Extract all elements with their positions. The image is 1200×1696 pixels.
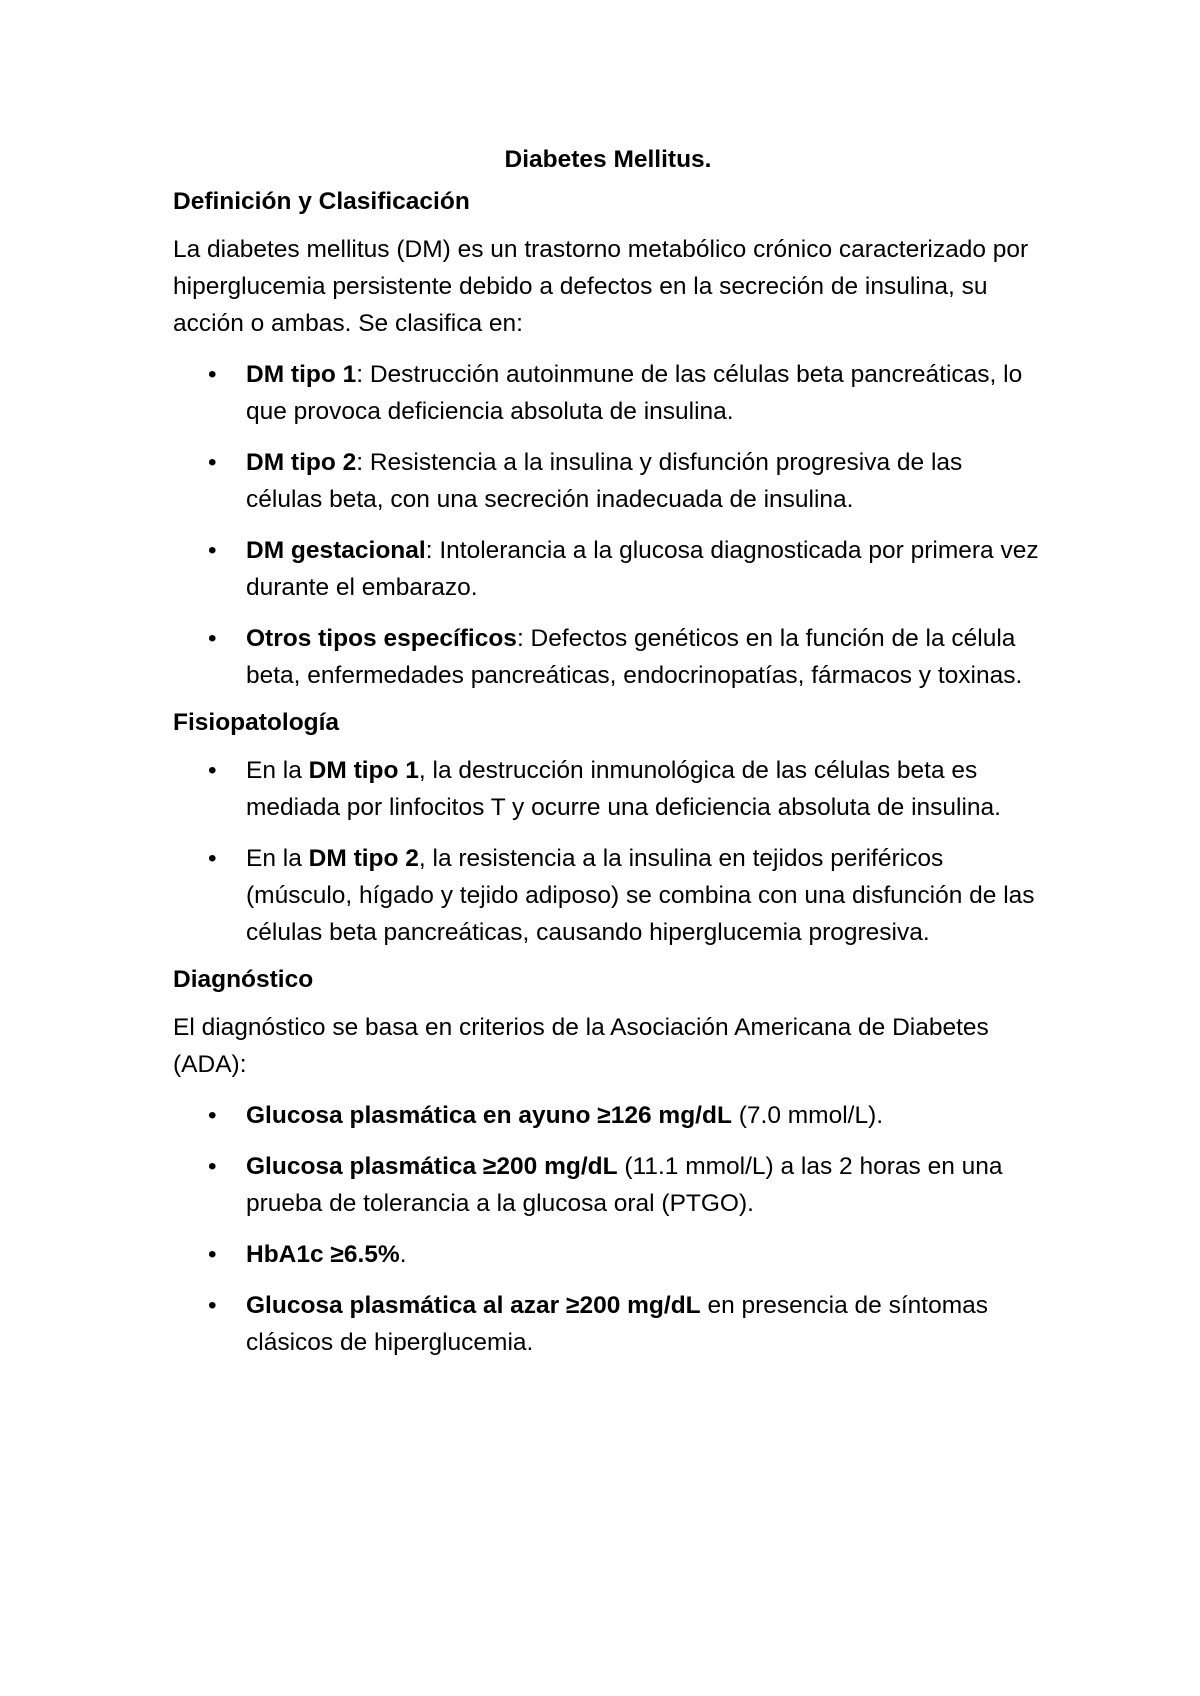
bullet-icon: • <box>208 1292 217 1319</box>
list-item-term: HbA1c ≥6.5% <box>246 1241 400 1268</box>
list-item <box>173 620 1043 694</box>
list-item <box>173 1287 1043 1361</box>
bullet-icon: • <box>208 1153 217 1180</box>
document-page <box>173 145 1043 1375</box>
list-item <box>173 1236 1043 1273</box>
list-item-text: (7.0 mmol/L). <box>731 1102 884 1129</box>
list-item-prefix: En la <box>246 757 309 784</box>
list-item-term: Otros tipos específicos <box>246 625 517 652</box>
list-item-term: DM gestacional <box>246 537 426 564</box>
list-item-text: en presencia de síntomas clásicos de hiperglucemia. <box>246 1292 989 1356</box>
list-item-text: . <box>399 1241 407 1268</box>
list-item-text: , la destrucción inmunológica de las células beta es mediada por linfocitos T y ocurre una deficiencia absoluta de insulina. <box>246 757 1001 821</box>
list-item-text: : Destrucción autoinmune de las células beta pancreáticas, lo que provoca deficiencia absoluta de insulina. <box>246 361 1023 425</box>
list-item-text: : Resistencia a la insulina y disfunción progresiva de las células beta, con una secreción inadecuada de insulina. <box>246 449 963 513</box>
list-item-term: DM tipo 2 <box>308 845 419 872</box>
bullet-icon: • <box>208 757 217 784</box>
list-item <box>173 1097 1043 1134</box>
diagnostico-intro-paragraph: El diagnóstico se basa en criterios de la Asociación Americana de Diabetes (ADA): <box>173 1014 989 1078</box>
bullet-icon: • <box>208 845 217 872</box>
clasificacion-list <box>173 356 1043 694</box>
list-item-text: : Intolerancia a la glucosa diagnosticada por primera vez durante el embarazo. <box>246 537 1039 601</box>
list-item-term: DM tipo 1 <box>246 361 357 388</box>
list-item-prefix: En la <box>246 845 309 872</box>
list-item <box>173 1148 1043 1222</box>
section-heading-definicion: Definición y Clasificación <box>173 188 470 215</box>
list-item-term: DM tipo 1 <box>308 757 419 784</box>
list-item-term: DM tipo 2 <box>246 449 357 476</box>
bullet-icon: • <box>208 1241 217 1268</box>
diagnostico-criteria-list <box>173 1097 1043 1361</box>
list-item-term: Glucosa plasmática ≥200 mg/dL <box>246 1153 618 1180</box>
list-item-term: Glucosa plasmática al azar ≥200 mg/dL <box>246 1292 701 1319</box>
list-item-text: : Defectos genéticos en la función de la célula beta, enfermedades pancreáticas, endocrinopatías, fármacos y toxinas. <box>246 625 1023 689</box>
list-item-text: , la resistencia a la insulina en tejidos periféricos (músculo, hígado y tejido adiposo) se combina con una disfunción de las células beta pancreáticas, causando hiperglucemia progresiva. <box>246 845 1035 946</box>
list-item <box>173 444 1043 518</box>
bullet-icon: • <box>208 537 217 564</box>
list-item <box>173 840 1043 951</box>
list-item <box>173 752 1043 826</box>
list-item-term: Glucosa plasmática en ayuno ≥126 mg/dL <box>246 1102 732 1129</box>
fisiopatologia-list <box>173 752 1043 951</box>
section-heading-fisiopatologia: Fisiopatología <box>173 709 340 736</box>
section-heading-diagnostico: Diagnóstico <box>173 966 314 993</box>
bullet-icon: • <box>208 449 217 476</box>
list-item-text: (11.1 mmol/L) a las 2 horas en una prueba de tolerancia a la glucosa oral (PTGO). <box>246 1153 1003 1217</box>
list-item <box>173 532 1043 606</box>
bullet-icon: • <box>208 1102 217 1129</box>
bullet-icon: • <box>208 625 217 652</box>
definicion-intro-paragraph: La diabetes mellitus (DM) es un trastorno metabólico crónico caracterizado por hiperglucemia persistente debido a defectos en la secreción de insulina, su acción o ambas. Se clasifica en: <box>173 236 1029 337</box>
list-item <box>173 356 1043 430</box>
document-title: Diabetes Mellitus. <box>504 146 712 173</box>
bullet-icon: • <box>208 361 217 388</box>
